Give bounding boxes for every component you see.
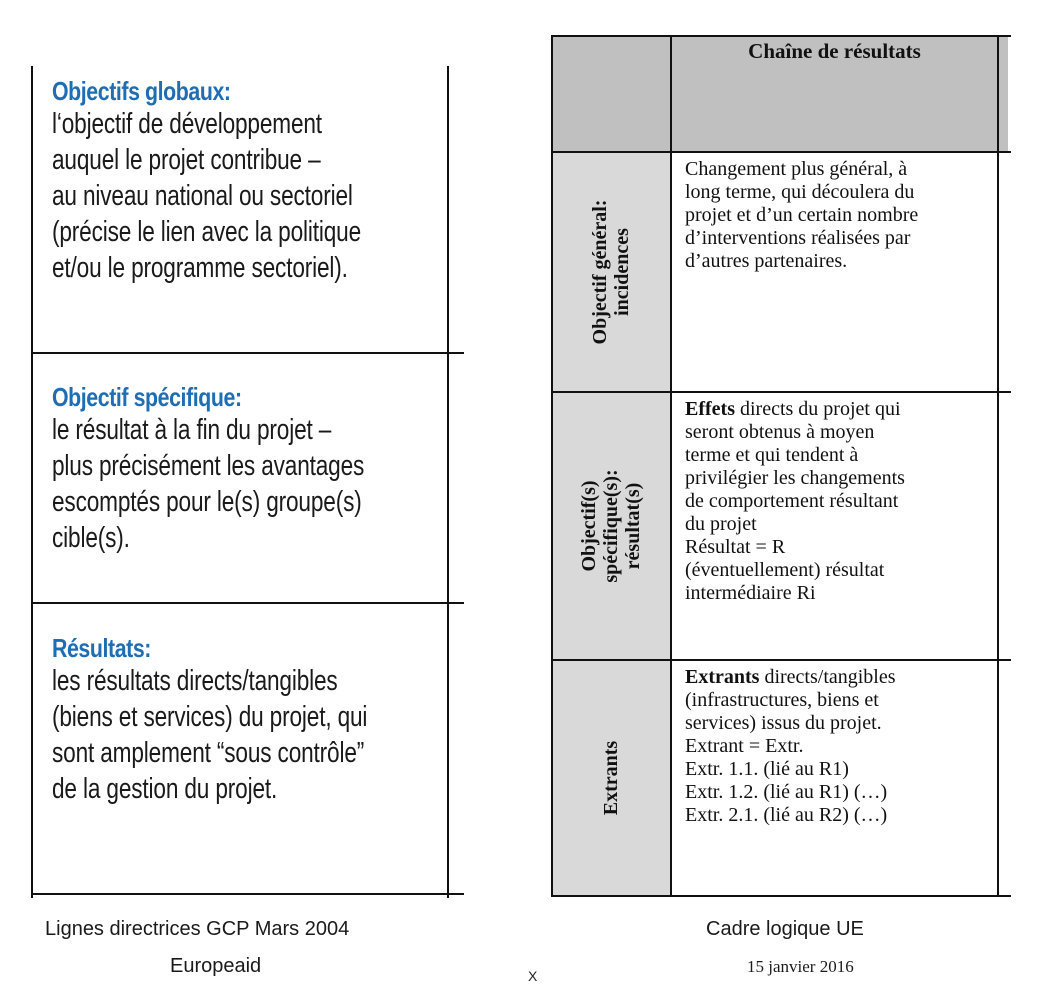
body-line: auquel le projet contribue – <box>52 144 321 176</box>
section-divider <box>31 893 464 895</box>
table-border <box>551 35 553 897</box>
body-line: escomptés pour le(s) groupe(s) <box>52 486 362 518</box>
content-line: Changement plus général, à <box>685 158 908 180</box>
content-line <box>685 666 990 689</box>
content-line: Extrant = Extr. <box>685 735 804 757</box>
table-border <box>551 151 1011 153</box>
body-line: et/ou le programme sectoriel). <box>52 252 348 284</box>
table-border <box>551 391 1011 393</box>
content-line: Extr. 1.2. (lié au R1) (…) <box>685 781 888 803</box>
table-border <box>551 659 1011 661</box>
table-border <box>551 895 1011 897</box>
row-content-extrants <box>685 666 990 827</box>
content-line <box>685 398 990 421</box>
content-line: Résultat = R <box>685 536 786 558</box>
section-objectif-specifique <box>52 382 437 556</box>
content-line: Extr. 2.1. (lié au R2) (…) <box>685 804 888 826</box>
right-caption-title: Cadre logique UE <box>706 918 864 940</box>
row-label-line: résultat(s) <box>622 482 644 570</box>
row-content-objectif-general <box>685 158 990 273</box>
row-label-objectif-general <box>589 200 633 345</box>
body-line: (biens et services) du projet, qui <box>52 701 368 733</box>
header-title-cell <box>671 35 998 152</box>
content-line: long terme, qui découlera du <box>685 181 915 203</box>
row-label-cell <box>551 392 671 660</box>
content-line: d’interventions réalisées par <box>685 227 911 249</box>
gcp-guidelines-panel <box>0 0 480 990</box>
row-content-objectif-specifique <box>685 398 990 605</box>
section-body <box>52 663 368 807</box>
content-line: (éventuellement) résultat <box>685 559 885 581</box>
table-border <box>997 35 999 897</box>
left-caption-title: Lignes directrices GCP Mars 2004 <box>45 918 350 940</box>
table-border <box>551 35 1011 37</box>
body-line: l‘objectif de développement <box>52 108 322 140</box>
section-heading: Objectif spécifique: <box>52 382 242 412</box>
right-border-line <box>447 66 449 898</box>
header-next-cell <box>998 35 1008 152</box>
row-label-line: Extrants <box>600 740 622 816</box>
left-caption-source: Europeaid <box>170 955 262 977</box>
body-line: (précise le lien avec la politique <box>52 216 362 248</box>
section-body <box>52 106 362 286</box>
body-line: sont amplement “sous contrôle” <box>52 737 365 769</box>
content-line: Extr. 1.1. (lié au R1) <box>685 758 849 780</box>
right-caption-date: 15 janvier 2016 <box>747 957 854 976</box>
row-label-objectif-specifique <box>578 469 644 582</box>
row-label-extrants <box>600 741 622 815</box>
content-line: projet et d’un certain nombre <box>685 204 919 226</box>
row-label-cell <box>551 660 671 896</box>
section-resultats <box>52 633 437 807</box>
content-line: seront obtenus à moyen <box>685 421 875 443</box>
content-line: du projet <box>685 513 757 535</box>
content-line-rest: directs/tangibles <box>759 666 896 688</box>
section-divider <box>31 602 464 604</box>
body-line: le résultat à la fin du projet – <box>52 414 332 446</box>
content-line: terme et qui tendent à <box>685 444 859 466</box>
row-label-cell <box>551 152 671 392</box>
center-x-mark: X <box>528 968 538 984</box>
row-content-cell <box>671 392 998 660</box>
content-line: privilégier les changements <box>685 467 905 489</box>
row-content-cell <box>671 660 998 896</box>
section-divider <box>31 352 464 354</box>
row-label-line: spécifique(s): <box>600 469 622 583</box>
body-line: les résultats directs/tangibles <box>52 665 338 697</box>
section-objectifs-globaux <box>52 76 437 286</box>
section-body <box>52 412 365 556</box>
table-border <box>670 35 672 897</box>
bold-term: Effets <box>685 398 735 420</box>
logframe-table <box>551 35 1052 899</box>
header-title: Chaîne de résultats <box>748 39 921 63</box>
content-line: (infrastructures, biens et <box>685 689 879 711</box>
content-line: de comportement résultant <box>685 490 899 512</box>
row-label-line: Objectif général: <box>589 199 611 345</box>
content-line: intermédiaire Ri <box>685 582 816 604</box>
body-line: plus précisément les avantages <box>52 450 365 482</box>
row-label-line: incidences <box>611 228 633 316</box>
row-content-cell <box>671 152 998 392</box>
content-line: services) issus du projet. <box>685 712 882 734</box>
section-heading: Résultats: <box>52 633 151 663</box>
header-corner-cell <box>551 35 671 152</box>
body-line: cible(s). <box>52 522 130 554</box>
body-line: au niveau national ou sectoriel <box>52 180 353 212</box>
content-line: d’autres partenaires. <box>685 250 848 272</box>
left-border-line <box>31 66 33 898</box>
content-line-rest: directs du projet qui <box>734 398 901 420</box>
body-line: de la gestion du projet. <box>52 773 278 805</box>
bold-term: Extrants <box>685 666 760 688</box>
row-label-line: Objectif(s) <box>578 480 600 572</box>
section-heading: Objectifs globaux: <box>52 76 231 106</box>
